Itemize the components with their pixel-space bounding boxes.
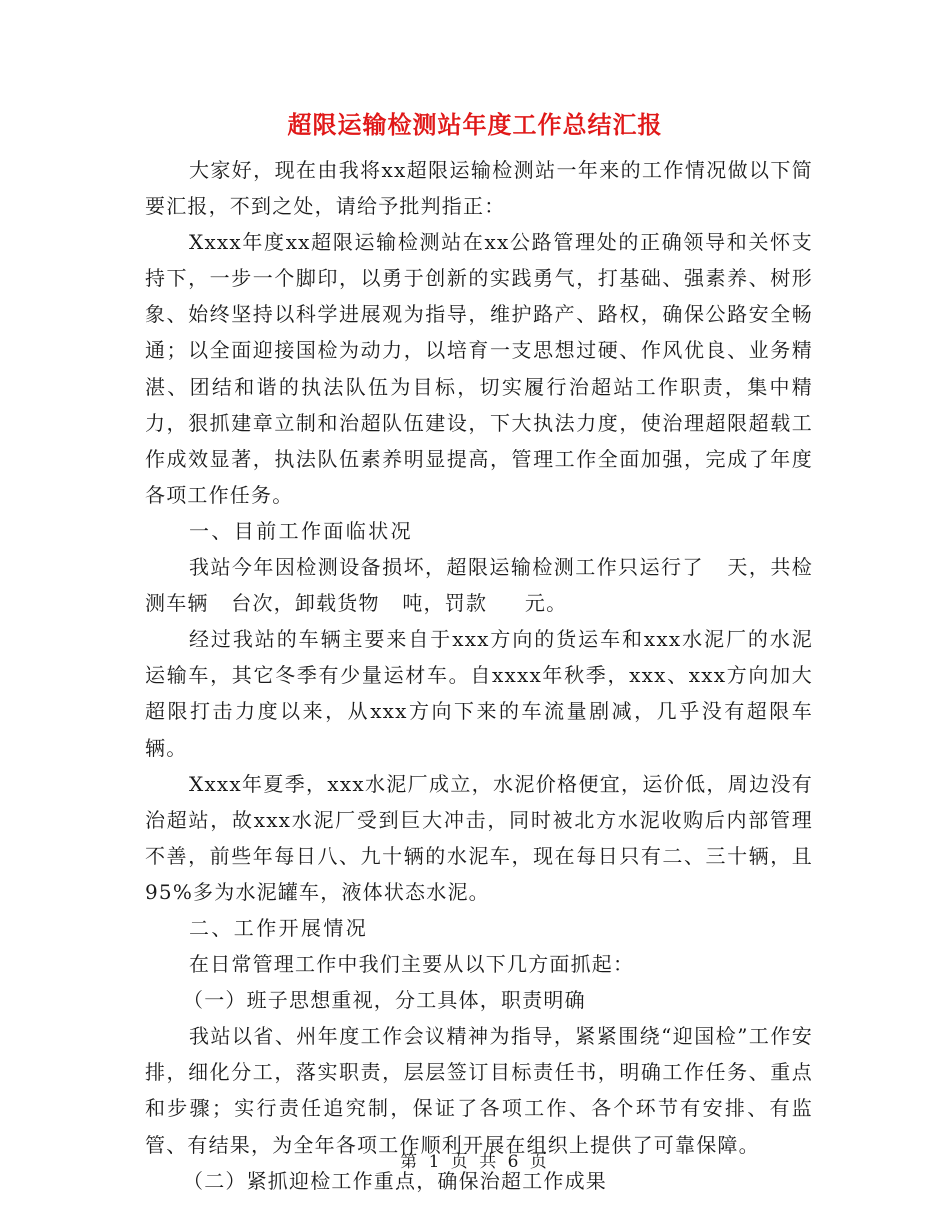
paragraph-cement-plant: Xxxx年夏季，xxx水泥厂成立，水泥价格便宜，运价低，周边没有治超站，故xxx水泥厂受到巨大冲击，同时被北方水泥收购后内部管理不善，前些年每日八、九十辆的水泥车，现在每日只有二、三十辆，且95%多为水泥罐车，液体状态水泥。	[145, 771, 813, 904]
paragraph-annual-overview: Xxxx年度xx超限运输检测站在xx公路管理处的正确领导和关怀支持下，一步一个脚印，以勇于创新的实践勇气，打基础、强素养、树形象、始终坚持以科学进展观为指导，维护路产、路权，确保公路安全畅通；以全面迎接国检为动力，以培育一支思想过硬、作风优良、业务精湛、团结和谐的执法队伍为目标，切实履行治超站工作职责，集中精力，狠抓建章立制和治超队伍建设，下大执法力度，使治理超限超载工作成效显著，执法队伍素养明显提高，管理工作全面加强，完成了年度各项工作任务。	[145, 230, 813, 507]
paragraph-operation-stats: 我站今年因检测设备损坏，超限运输检测工作只运行了 天，共检测车辆 台次，卸载货物 吨，罚款 元。	[145, 555, 813, 616]
paragraph-opening: 大家好，现在由我将xx超限运输检测站一年来的工作情况做以下简要汇报，不到之处，请给予批判指正：	[145, 158, 813, 219]
paragraph-daily-management: 在日常管理工作中我们主要从以下几方面抓起：	[189, 952, 635, 977]
section-heading-current-situation: 一、目前工作面临状况	[189, 518, 413, 543]
page-number-footer: 第 1 页 共 6 页	[400, 1152, 550, 1172]
subsection-heading-2: （二）紧抓迎检工作重点，确保治超工作成果	[183, 1168, 607, 1193]
document-body	[145, 152, 813, 1199]
paragraph-responsibilities: 我站以省、州年度工作会议精神为指导，紧紧围绕“迎国检”工作安排，细化分工，落实职责，层层签订目标责任书，明确工作任务、重点和步骤；实行责任追究制，保证了各项工作、各个环节有安排、有监管、有结果，为全年各项工作顺利开展在组织上提供了可靠保障。	[145, 1024, 813, 1157]
paragraph-traffic-sources: 经过我站的车辆主要来自于xxx方向的货运车和xxx水泥厂的水泥运输车，其它冬季有少量运材车。自xxxx年秋季，xxx、xxx方向加大超限打击力度以来，从xxx方向下来的车流量剧减，几乎没有超限车辆。	[145, 627, 813, 760]
subsection-heading-1: （一）班子思想重视，分工具体，职责明确	[183, 988, 586, 1013]
document-title: 超限运输检测站年度工作总结汇报	[287, 110, 663, 139]
section-heading-work-progress: 二、工作开展情况	[189, 915, 369, 940]
